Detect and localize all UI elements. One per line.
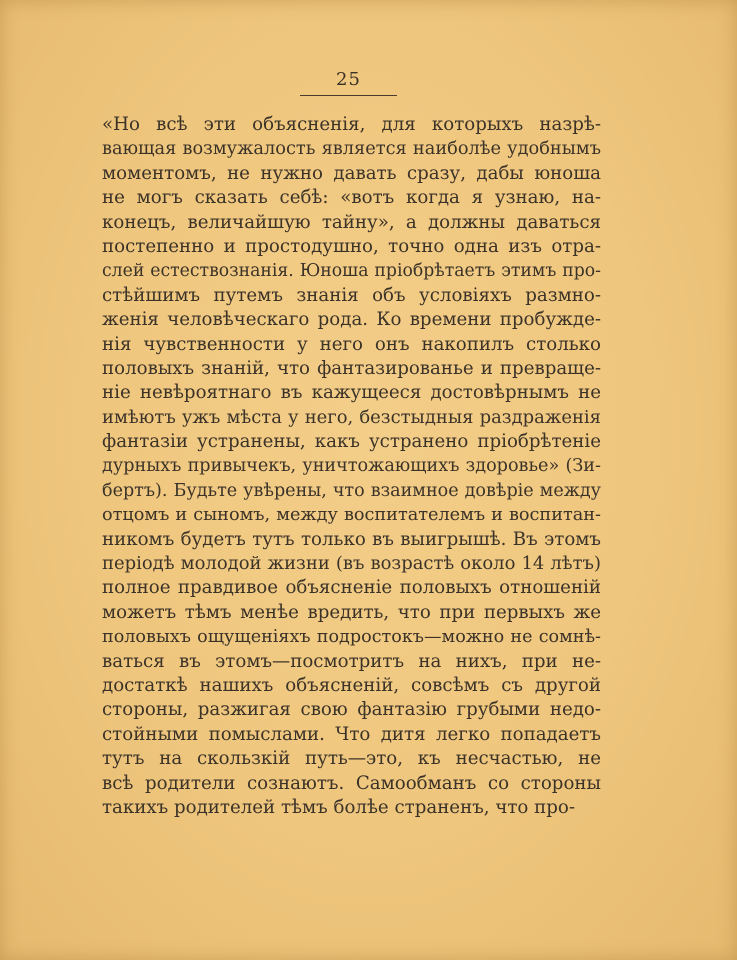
text-line: бертъ). Будьте увѣрены, что взаимное довѣріе между xyxy=(102,480,601,501)
text-line: стороны, разжигая свою фантазію грубыми недо- xyxy=(102,699,601,721)
text-line: женія человѣческаго рода. Ко времени пробужде- xyxy=(102,309,601,331)
text-line: всѣ родители сознаютъ. Самообманъ со стороны xyxy=(102,772,601,794)
text-line: такихъ родителей тѣмъ болѣе страненъ, что про- xyxy=(102,796,576,818)
text-line: достаткѣ нашихъ объясненій, совсѣмъ съ другой xyxy=(102,674,601,696)
text-line: конецъ, величайшую тайну», а должны даваться xyxy=(102,211,601,233)
text-line: имѣютъ ужъ мѣста у него, безстыдныя раздраженія xyxy=(102,406,601,428)
text-line: постепенно и простодушно, точно одна изъ отра- xyxy=(102,235,601,257)
header-rule xyxy=(300,95,397,96)
text-line: половыхъ знаній, что фантазированье и превраще- xyxy=(102,357,601,379)
text-line: полное правдивое объясненіе половыхъ отношеній xyxy=(102,577,601,599)
text-line: тутъ на скользкій путь—это, къ несчастью, не xyxy=(102,748,601,770)
text-line: фантазіи устранены, какъ устранено пріобрѣтеніе xyxy=(102,431,601,453)
text-line: періодѣ молодой жизни (въ возрастѣ около 14 лѣтъ) xyxy=(102,553,601,575)
text-line: половыхъ ощущеніяхъ подростокъ—можно не сомнѣ- xyxy=(102,627,601,648)
text-line: ніе невѣроятнаго въ кажущееся достовѣрнымъ не xyxy=(102,382,601,404)
text-line: можетъ тѣмъ менѣе вредить, что при первыхъ же xyxy=(102,601,601,623)
text-line: стѣйшимъ путемъ знанія объ условіяхъ размно- xyxy=(102,284,601,306)
body-text xyxy=(102,113,601,820)
text-line: отцомъ и сыномъ, между воспитателемъ и воспитан- xyxy=(102,505,601,526)
text-line: моментомъ, не нужно давать сразу, дабы юноша xyxy=(102,162,601,184)
text-line: не могъ сказать себѣ: «вотъ когда я узнаю, на- xyxy=(102,187,601,209)
page-number: 25 xyxy=(336,69,361,90)
text-line: ваться въ этомъ—посмотритъ на нихъ, при не- xyxy=(102,650,601,672)
text-line: нія чувственности у него онъ накопилъ столько xyxy=(102,333,601,355)
text-line: слей естествознанія. Юноша пріобрѣтаетъ этимъ про- xyxy=(102,261,601,282)
text-line: никомъ будетъ тутъ только въ выигрышѣ. Въ этомъ xyxy=(102,528,601,550)
text-line: вающая возмужалость является наиболѣе удобнымъ xyxy=(102,139,601,160)
text-line: дурныхъ привычекъ, уничтожающихъ здоровье» (Зи- xyxy=(102,456,601,477)
text-line: стойными помыслами. Что дитя легко попадаетъ xyxy=(102,723,601,745)
text-line: «Но всѣ эти объясненія, для которыхъ назрѣ- xyxy=(102,114,601,135)
